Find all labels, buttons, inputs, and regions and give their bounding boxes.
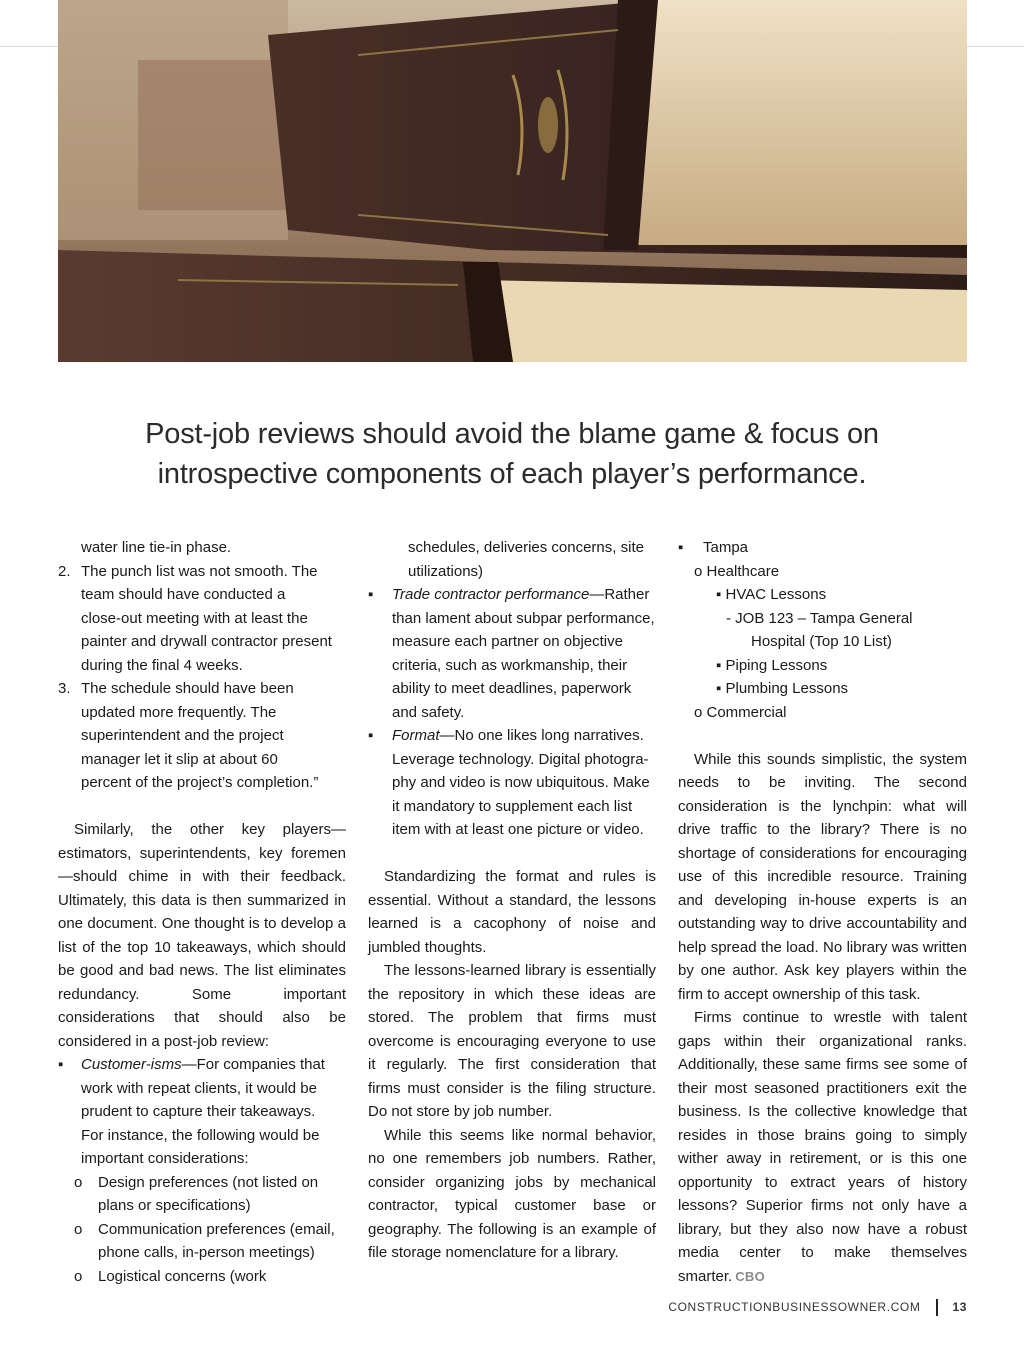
list-item — [368, 724, 656, 748]
file-tree-item — [678, 560, 967, 584]
pull-quote — [60, 414, 964, 494]
text-line: —No one likes long narratives. — [439, 727, 644, 744]
text-line: Logistical concerns (work — [98, 1267, 267, 1285]
text-line: —For companies that — [181, 1056, 325, 1073]
list-item — [58, 536, 346, 560]
bullet-icon: ▪ — [58, 1056, 64, 1073]
text-line: percent of the project’s completion.” — [81, 774, 319, 791]
pull-quote-line: introspective components of each player’s performance. — [157, 458, 867, 490]
list-number: 2. — [58, 562, 71, 580]
text-line: criteria, such as workmanship, their — [392, 656, 628, 674]
text-line: work with repeat clients, it would be — [81, 1079, 317, 1097]
list-item — [58, 677, 346, 701]
page-number: 13 — [952, 1300, 967, 1314]
text-line: utilizations) — [408, 562, 484, 580]
text-line: ▪ HVAC Lessons — [716, 586, 827, 603]
text-line: important considerations: — [81, 1150, 249, 1167]
text-line: close-out meeting with at least the — [81, 609, 308, 627]
page-footer — [668, 1298, 967, 1316]
text-line: than lament about subpar performance, — [392, 609, 655, 627]
column-3 — [678, 536, 967, 1288]
text-line: manager let it slip at about 60 — [81, 750, 278, 768]
top-rule-right — [967, 46, 1024, 47]
text-line: superintendent and the project — [81, 727, 284, 744]
body-paragraph: The lessons-learned library is essentially the repository in which these ideas are stored. The problem that firms must overcome is encouraging everyone to use it regularly. The first consideration that firms must consider is the filing structure. Do not store by job number. — [368, 962, 656, 1120]
list-item — [58, 1265, 346, 1289]
text-line: Communication preferences (email, — [98, 1220, 335, 1238]
text-line: ability to meet deadlines, paperwork — [392, 680, 632, 697]
sub-bullet-icon: o — [74, 1220, 83, 1238]
bullet-icon: ▪ — [368, 727, 374, 744]
text-line: it mandatory to supplement each list — [392, 797, 633, 815]
footer-divider — [936, 1299, 938, 1316]
file-tree-item — [678, 583, 967, 607]
text-line: plans or specifications) — [98, 1197, 251, 1214]
text-line: prudent to capture their takeaways. — [81, 1103, 316, 1120]
text-line: o Healthcare — [694, 562, 780, 580]
body-paragraph — [678, 1006, 967, 1288]
text-line: water line tie-in phase. — [81, 539, 232, 556]
bullet-term: Customer-isms — [81, 1056, 182, 1073]
list-item — [58, 1218, 346, 1242]
footer-website: CONSTRUCTIONBUSINESSOWNER.COM — [668, 1300, 921, 1314]
file-tree-item — [678, 630, 967, 654]
list-item — [58, 1053, 346, 1077]
text-line: —Rather — [589, 586, 650, 603]
text-line: Hospital (Top 10 List) — [751, 633, 892, 650]
text-line: team should have conducted a — [81, 586, 286, 603]
file-tree-item — [678, 536, 967, 560]
column-1 — [58, 536, 346, 1288]
text-line: phone calls, in-person meetings) — [98, 1244, 315, 1261]
text-line: measure each partner on objective — [392, 633, 623, 650]
file-tree-item — [678, 677, 967, 701]
body-paragraph: Standardizing the format and rules is essential. Without a standard, the lessons learned is a cacophony of noise and jumbled thoughts. — [368, 868, 656, 956]
body-paragraph: While this sounds simplistic, the system needs to be inviting. The second consideration is the lynchpin: what will drive traffic to the library? There is no shortage of considerations for encouraging use of this incredible resource. Training and developing in-house experts is an outstanding way to drive accountability and help spread the load. No library was written by one author. Ask key players within the firm to accept ownership of this task. — [678, 750, 967, 1003]
body-paragraph: Similarly, the other key players—estimators, superintendents, key foremen—should chime in with their feedback. Ultimately, this data is then summarized in one document. One thought is to develop a list of the top 10 takeaways, which should be good and bad news. The list eliminates redundancy. Some important considerations that should also be considered in a post-job review: — [58, 821, 346, 1050]
text-line: o Commercial — [694, 703, 787, 721]
text-line: painter and drywall contractor present — [81, 633, 332, 650]
text-line: schedules, deliveries concerns, site — [408, 539, 644, 556]
sub-bullet-icon: o — [74, 1267, 83, 1285]
body-paragraph: While this seems like normal behavior, no one remembers job numbers. Rather, consider organizing jobs by mechanical contractor, typical customer base or geography. The following is an example of file storage nomenclature for a library. — [368, 1126, 656, 1261]
file-tree-item — [678, 654, 967, 678]
text-line: Tampa — [703, 539, 749, 556]
bullet-term: Format — [392, 727, 440, 744]
text-line: during the final 4 weeks. — [81, 656, 243, 674]
list-item — [58, 1171, 346, 1195]
text-line: - JOB 123 – Tampa General — [726, 609, 913, 627]
body-text: Firms continue to wrestle with talent gaps within their organizational ranks. Additionally, these same firms see some of their most seasoned practitioners exit the business. Is the collective knowledge that resides in those brains going to simply wither away in retirement, or is this one opportunity to extract years of history lessons? Superior firms not only have a library, but they also now have a robust media center to make themselves smarter. — [678, 1009, 967, 1285]
text-line: updated more frequently. The — [81, 703, 277, 721]
bullet-icon: ▪ — [678, 539, 684, 556]
text-line: The schedule should have been — [81, 680, 294, 697]
text-line: phy and video is now ubiquitous. Make — [392, 774, 650, 791]
text-line: ▪ Plumbing Lessons — [716, 680, 849, 697]
text-line: For instance, the following would be — [81, 1126, 320, 1144]
list-item — [58, 560, 346, 584]
text-line: Design preferences (not listed on — [98, 1173, 319, 1191]
text-line: ▪ Piping Lessons — [716, 656, 828, 674]
books-photo — [58, 0, 967, 362]
pull-quote-line: Post-job reviews should avoid the blame game & focus on — [145, 418, 879, 450]
text-line: item with at least one picture or video. — [392, 821, 644, 838]
bullet-icon: ▪ — [368, 586, 374, 603]
file-tree-item — [678, 701, 967, 725]
sub-bullet-icon: o — [74, 1173, 83, 1191]
column-2 — [368, 536, 656, 1265]
bullet-term: Trade contractor performance — [392, 586, 590, 603]
list-number: 3. — [58, 680, 71, 697]
top-rule-left — [0, 46, 58, 47]
text-line: Leverage technology. Digital photogra- — [392, 750, 649, 768]
end-mark: CBO — [735, 1268, 765, 1284]
text-line: The punch list was not smooth. The — [81, 562, 318, 580]
text-line: and safety. — [392, 703, 465, 721]
list-item — [368, 583, 656, 607]
file-tree-item — [678, 607, 967, 631]
